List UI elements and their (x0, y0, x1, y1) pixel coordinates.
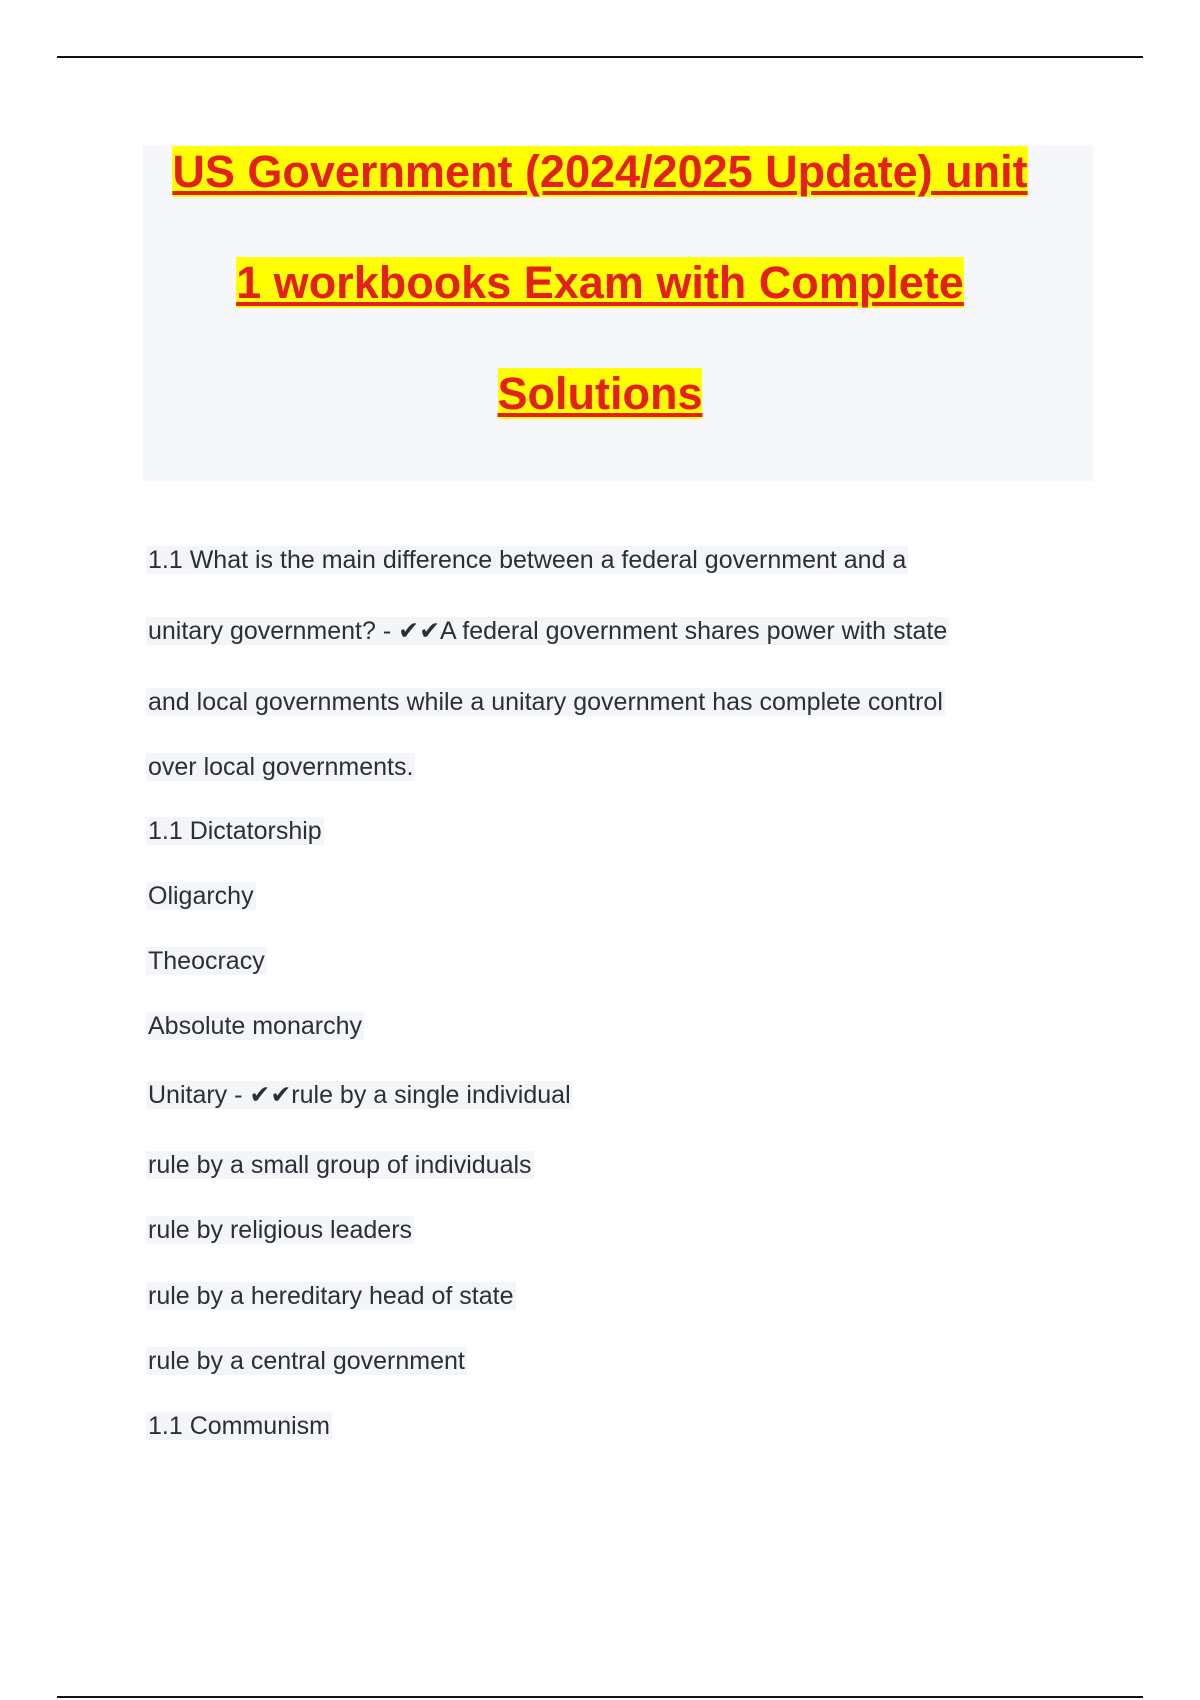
term-answer-line: Unitary - ✔✔rule by a single individual (148, 1081, 571, 1109)
bottom-rule (57, 1696, 1143, 1698)
title-line-1: US Government (2024/2025 Update) unit (172, 146, 1028, 197)
term-line: Oligarchy (148, 882, 254, 910)
term-line: Absolute monarchy (148, 1012, 363, 1040)
top-rule (57, 56, 1143, 58)
question-line: 1.1 Communism (148, 1412, 330, 1440)
answer-line: and local governments while a unitary government has complete control (148, 688, 943, 716)
question-answer-line: unitary government? - ✔✔A federal government shares power with state (148, 617, 948, 645)
term-line: Theocracy (148, 947, 265, 975)
definition-line: rule by a central government (148, 1347, 465, 1375)
definition-line: rule by a hereditary head of state (148, 1282, 514, 1310)
title-line-3: Solutions (497, 368, 703, 419)
answer-line: over local governments. (148, 753, 414, 781)
definition-line: rule by a small group of individuals (148, 1151, 532, 1179)
definition-line: rule by religious leaders (148, 1216, 413, 1244)
title-line-2: 1 workbooks Exam with Complete (236, 257, 964, 308)
question-line: 1.1 What is the main difference between a federal government and a (148, 546, 907, 574)
question-line: 1.1 Dictatorship (148, 817, 322, 845)
